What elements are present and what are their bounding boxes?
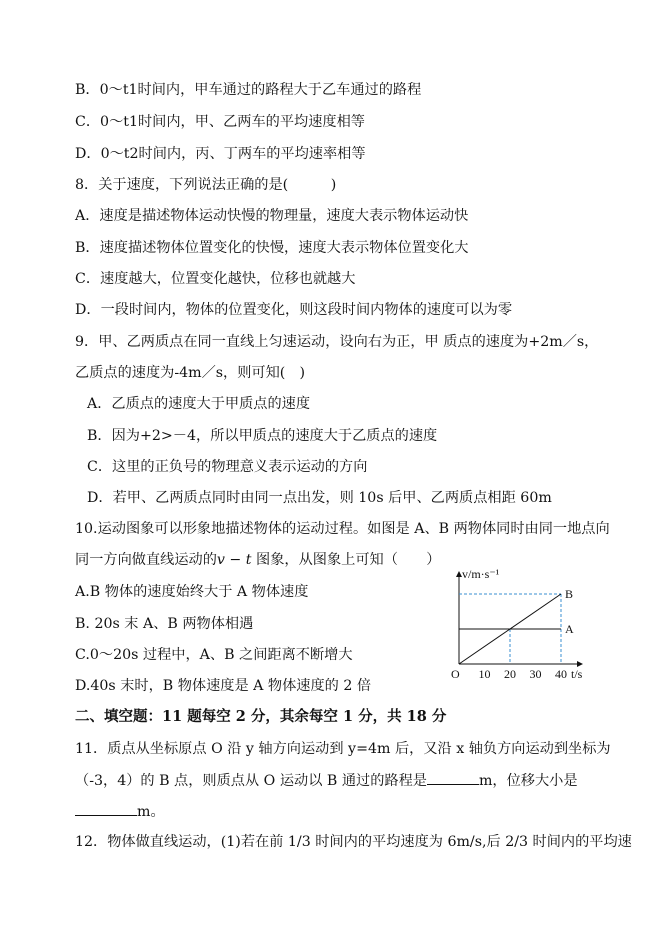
q11-text-c: m。 [137, 804, 165, 820]
q11-blank-path [427, 770, 479, 785]
q7-option-b: B．0～t1时间内，甲车通过的路程大于乙车通过的路程 [75, 82, 422, 98]
q7-option-c: C．0～t1时间内，甲、乙两车的平均速度相等 [75, 114, 365, 130]
q8-option-a: A．速度是描述物体运动快慢的物理量，速度大表示物体运动快 [75, 208, 469, 224]
q8-option-b: B．速度描述物体位置变化的快慢，速度大表示物体位置变化大 [75, 240, 469, 256]
q9-option-c: C．这里的正负号的物理意义表示运动的方向 [87, 459, 368, 475]
q10-stem-line1: 10.运动图象可以形象地描述物体的运动过程。如图是 A、B 两物体同时由同一地点向 [75, 521, 610, 537]
q7-option-d: D．0～t2时间内，丙、丁两车的平均速率相等 [75, 146, 366, 162]
q8-option-c: C．速度越大，位置变化越快，位移也就越大 [75, 271, 356, 287]
q10-stem-line2: 同一方向做直线运动的𝑣 − 𝑡 图象，从图象上可知（ ） [75, 552, 441, 568]
y-axis-label: v/m·s⁻¹ [462, 567, 500, 581]
q8-option-d: D．一段时间内，物体的位置变化，则这段时间内物体的速度可以为零 [75, 302, 513, 318]
q8-stem: 8．关于速度，下列说法正确的是( ) [75, 177, 337, 193]
q10-option-c: C.0～20s 过程中，A、B 之间距离不断增大 [75, 647, 353, 663]
x-tick-30: 30 [529, 667, 542, 681]
q11-stem-line1: 11．质点从坐标原点 O 沿 y 轴方向运动到 y=4m 后，又沿 x 轴负方向运动到坐标为 [75, 741, 611, 757]
x-tick-20: 20 [504, 667, 516, 681]
series-label-b: B [565, 587, 574, 601]
q11-blank-displacement [75, 801, 137, 816]
section-heading: 二、填空题：11 题每空 2 分，其余每空 1 分，共 18 分 [75, 708, 447, 725]
q11-text-a: （-3，4）的 B 点，则质点从 O 运动以 B 通过的路程是 [75, 773, 427, 789]
q9-option-a: A．乙质点的速度大于甲质点的速度 [87, 396, 311, 412]
q9-option-b: B．因为+2>－4，所以甲质点的速度大于乙质点的速度 [87, 428, 438, 444]
q12-stem: 12．物体做直线运动，(1)若在前 1/3 时间内的平均速度为 6m/s,后 2/3 时间内的平均速 [75, 834, 632, 850]
q11-stem-line2 [75, 770, 578, 791]
x-tick-40: 40 [555, 667, 567, 681]
q10-option-a: A.B 物体的速度始终大于 A 物体速度 [75, 584, 309, 600]
q9-stem-line2: 乙质点的速度为-4m／s，则可知( ) [75, 365, 306, 381]
series-label-a: A [565, 622, 574, 636]
q10-option-b: B. 20s 末 A、B 两物体相遇 [75, 616, 254, 632]
q9-stem-line1: 9．甲、乙两质点在同一直线上匀速运动，设向右为正，甲 质点的速度为+2m／s， [75, 334, 599, 350]
x-tick-10: 10 [478, 667, 491, 681]
q9-option-d: D．若甲、乙两质点同时由同一点出发，则 10s 后甲、乙两质点相距 60m [87, 490, 552, 506]
q10-option-d: D.40s 末时，B 物体速度是 A 物体速度的 2 倍 [75, 678, 372, 694]
q11-text-b: m，位移大小是 [478, 773, 578, 789]
origin-label: O [451, 667, 460, 681]
vt-graph [440, 564, 590, 686]
q11-stem-line3 [75, 801, 165, 822]
x-axis-label: t/s [571, 667, 583, 681]
